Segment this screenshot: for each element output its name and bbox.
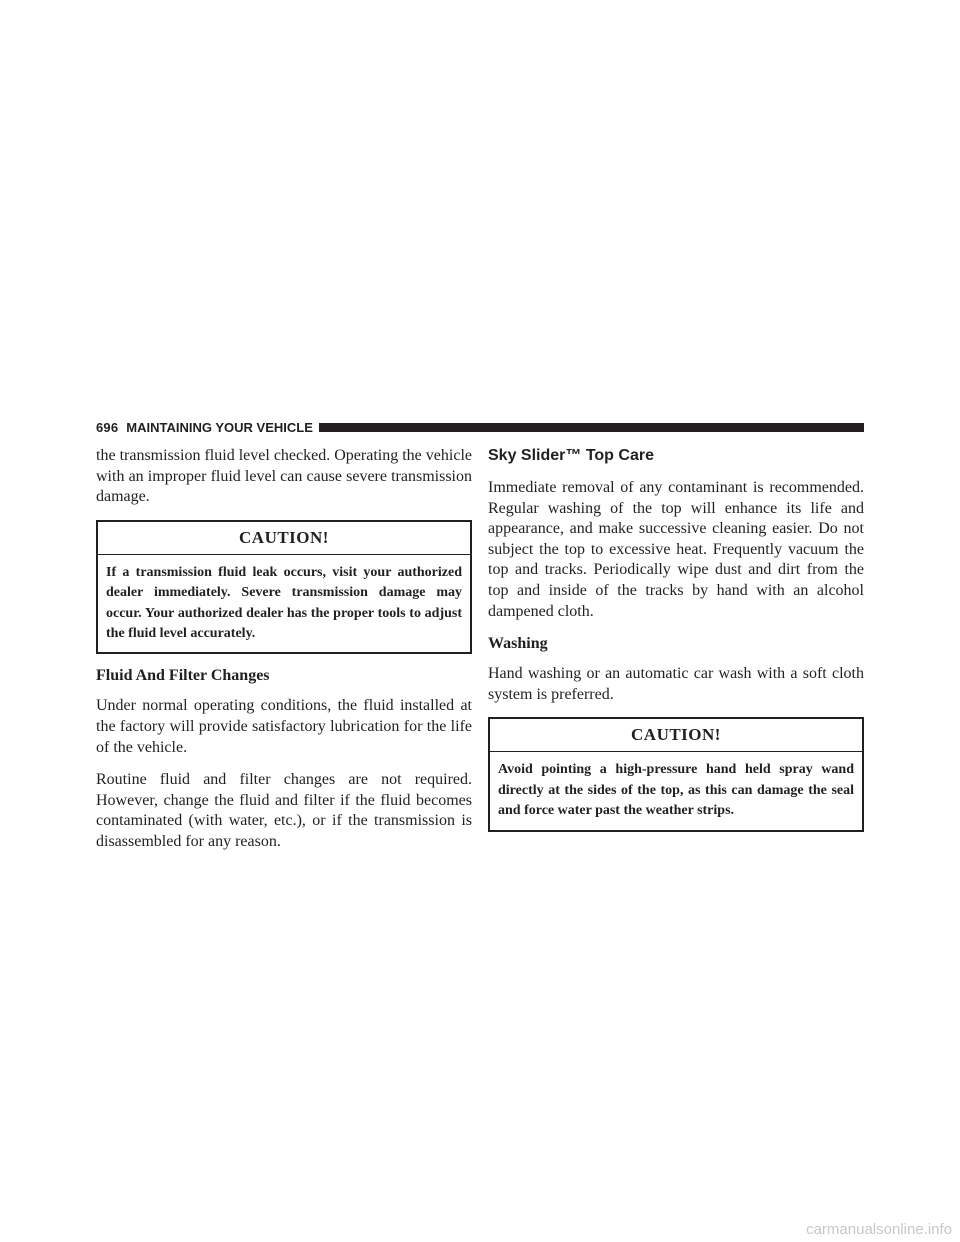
left-column [96,446,472,865]
running-header [96,416,864,438]
washing-paragraph: Hand washing or an automatic car wash with a soft cloth system is preferred. [488,665,864,703]
top-care-paragraph: Immediate removal of any contaminant is recommended. Regular washing of the top will enhance its life and appearance, and make successive cleaning easier. Do not subject the top to excessive heat. Frequently vacuum the top and tracks. Periodically wipe dust and dirt from the top and inside of the tracks by hand with an alcohol dampened cloth. [488,479,864,620]
sky-slider-heading: Sky Slider™ Top Care [488,447,654,464]
caution-title: CAUTION! [490,719,862,752]
filter-change-paragraph: Routine fluid and filter changes are not required. However, change the fluid and filter if the fluid becomes contaminated (with water, etc.), or if the transmission is disassembled for any reason. [96,771,472,850]
fluid-paragraph: Under normal operating conditions, the fluid installed at the factory will provide satisfactory lubrication for the life of the vehicle. [96,697,472,756]
page-number: 696 [96,419,119,435]
watermark: carmanualsonline.info [806,1221,952,1238]
caution-text: If a transmission fluid leak occurs, visit your authorized dealer immediately. Severe transmission damage may occur. Your authorized dealer has the proper tools to adjust the fluid level accurately. [106,564,462,641]
caution-text: Avoid pointing a high-pressure hand held spray wand directly at the sides of the top, as this can damage the seal and force water past the weather strips. [498,762,854,819]
fluid-filter-heading: Fluid And Filter Changes [96,667,270,685]
section-title: MAINTAINING YOUR VEHICLE [126,419,313,435]
intro-paragraph: the transmission fluid level checked. Operating the vehicle with an improper fluid level can cause severe transmission damage. [96,447,472,506]
header-rule [319,423,864,432]
washing-caution-box [488,717,864,831]
caution-title: CAUTION! [98,522,470,555]
transmission-caution-box [96,520,472,655]
washing-heading: Washing [488,635,548,653]
right-column [488,446,864,844]
